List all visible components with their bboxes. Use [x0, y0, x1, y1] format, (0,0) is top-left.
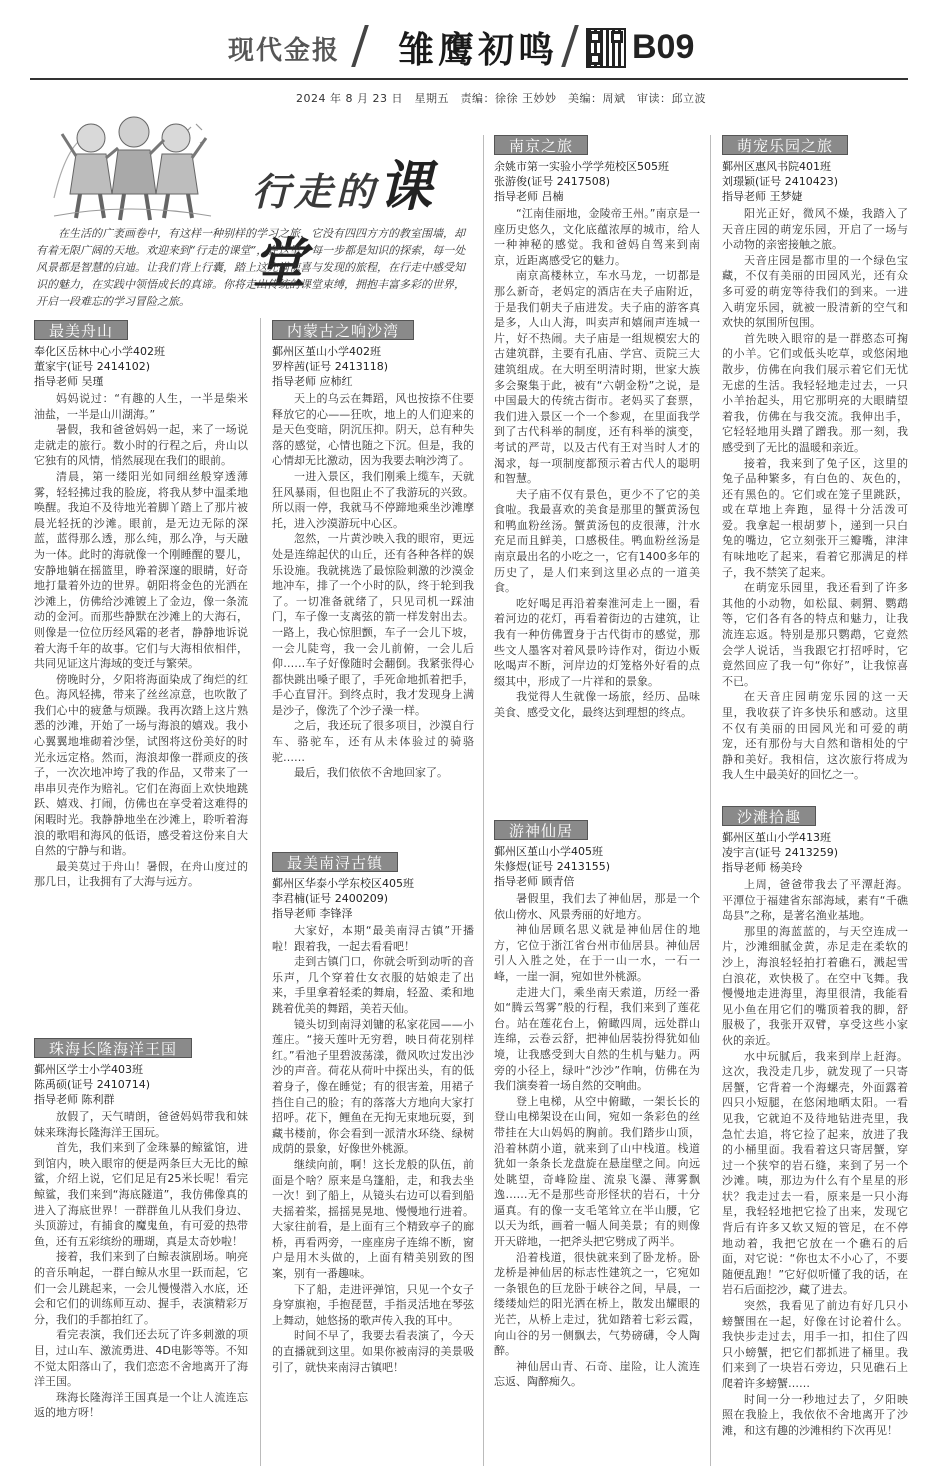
paragraph: 走进大门，乘坐南天索道，历经一番如“腾云驾雾”般的行程，我们来到了莲花台。站在莲花台上，俯瞰四周，远处群山连绵，云卷云舒，把神仙居装扮得犹如仙境，让我感受到大自然的生机与魅力。两旁的小径上，绿叶“沙沙”作响，仿佛在为我们演奏着一场自然的交响曲。	[494, 985, 700, 1093]
paragraph: 珠海长隆海洋王国真是一个让人流连忘返的地方呀！	[34, 1390, 248, 1420]
byline-teacher: 指导老师 吕楠	[494, 190, 564, 203]
byline	[722, 830, 908, 875]
byline-student: 陈禹硕(证号 2410714)	[34, 1078, 151, 1091]
byline	[722, 159, 908, 204]
paragraph: 暑假里，我们去了神仙居，那是一个依山傍水、风景秀丽的好地方。	[494, 892, 700, 921]
byline-teacher: 指导老师 王梦婕	[722, 190, 803, 203]
paragraph: 夫子庙不仅有景色，更少不了它的美食啦。我最喜欢的美食是那里的蟹黄汤包和鸭血粉丝汤。蟹黄汤包的皮很薄，汁水充足而且鲜美，口感极佳。鸭血粉丝汤是南京最出名的小吃之一，它有1400多年的历史了，是人们来到这里必点的一道美食。	[494, 487, 700, 595]
column-divider	[260, 318, 261, 1466]
paragraph: 之后，我还玩了很多项目，沙漠自行车、骆驼车，还有从未体验过的骑骆驼……	[272, 719, 474, 764]
paragraph: 傍晚时分，夕阳将海面染成了绚烂的红色。海风轻拂，带来了丝丝凉意，也吹散了我们心中的疲惫与烦躁。我再次踏上这片熟悉的沙滩，开始了一场与海浪的嬉戏。我小心翼翼地堆砌着沙堡，试图将这份美好的时光永远定格。然而，海浪却像一群顽皮的孩子，一次次地冲垮了我的作品，又带来了一串串贝壳作为赔礼。它们在海面上欢快地跳跃、嬉戏、打闹，仿佛也在享受着这难得的闲暇时光。我静静地坐在沙滩上，聆听着海浪的歌唱和海风的低语，感受着这份来自大自然的宁静与和谐。	[34, 672, 248, 858]
paragraph: 大家好，本期“最美南浔古镇”开播啦！跟着我，一起去看看吧！	[272, 924, 474, 953]
paragraph: 阳光正好，微风不燥，我踏入了天音庄园的萌宠乐园，开启了一场与小动物的亲密接触之旅。	[722, 207, 908, 252]
byline	[494, 844, 700, 889]
section-title: 南京之旅	[494, 135, 588, 155]
paragraph: 下了船，走进评弹馆，只见一个女子身穿旗袍，手抱琵琶，手指灵活地在琴弦上舞动，她悠扬的歌声传入我的耳中。	[272, 1282, 474, 1327]
paragraph: 吃好喝足再沿着秦淮河走上一圈，看着河边的花灯，再看着街边的古建筑，让我有一种仿佛置身于古代街市的感觉，那些文人墨客对着风景吟诗作对，街边小贩吆喝声不断，河岸边的灯笼格外好看的点缀其中，形成了一片祥和的景象。	[494, 596, 700, 688]
section-title: 珠海长隆海洋王国	[34, 1038, 192, 1058]
byline-teacher: 指导老师 顾青倍	[494, 875, 575, 888]
paragraph: 神仙居顾名思义就是神仙居住的地方，它位于浙江省台州市仙居县。神仙居引人入胜之处，在于一山一水，一石一峰，一崖一洞，宛如世外桃源。	[494, 923, 700, 983]
paragraph: 最后，我们依依不舍地回家了。	[294, 766, 448, 780]
paragraph: 突然，我看见了前边有好几只小螃蟹围在一起，好像在讨论着什么。我快步走过去，用手一扣，扣住了四只小螃蟹，把它们都抓进了桶里。我们来到了一块岩石旁边，只见礁石上爬着许多螃蟹……	[722, 1299, 908, 1390]
byline-teacher: 指导老师 应柿红	[272, 375, 353, 388]
paragraph: 最美莫过于舟山！暑假，在舟山度过的那几日，让我拥有了大海与远方。	[34, 859, 248, 889]
article-section	[494, 135, 700, 721]
section-title: 萌宠乐园之旅	[722, 135, 848, 155]
byline-school: 奉化区岳林中心小学402班	[34, 345, 165, 358]
byline-school: 鄞州区学士小学403班	[34, 1063, 143, 1076]
article-section	[272, 852, 474, 1375]
paragraph: 暑假，我和爸爸妈妈一起，来了一场说走就走的旅行。数小时的行程之后，舟山以它独有的风情，悄然展现在我们的眼前。	[34, 423, 248, 468]
article-body	[494, 891, 700, 1390]
paragraph: 登上电梯，从空中俯瞰，一架长长的登山电梯架设在山间，宛如一条彩色的丝带挂在大山妈妈的胸前。我们踏步山顶，沿着林荫小道，就来到了山中栈道。栈道犹如一条条长龙盘旋在悬崖壁之间。向远处眺望，奇峰险崖、流泉飞瀑、薄雾飘逸……无不是那些奇形怪状的岩石，十分逼真。有的像一支毛笔耸立在半山腰，它以天为纸，画着一幅人间美景；有的则像开天辟地，一把斧头把它劈成了两半。	[494, 1094, 700, 1249]
section-title: 游神仙居	[494, 820, 588, 840]
byline-teacher: 指导老师 吴瑾	[34, 375, 104, 388]
paragraph: 镜头切到南浔刘镛的私家花园——小莲庄。“接天莲叶无穷碧，映日荷花别样红。”看池子里碧波荡漾，微风吹过发出沙沙的声音。荷花从荷叶中探出头，有的低着身子，像在睡觉；有的很害羞，用裙子挡住自己的脸；有的落落大方地向大家打招呼。花下，鲤鱼在无拘无束地玩耍，到藏书楼前，你会看到一派清水环绕、绿树成荫的景象，好像世外桃源。	[272, 1017, 474, 1156]
article-body	[34, 391, 248, 890]
newspaper-name: 现代金报	[228, 36, 341, 66]
paragraph: 接着，我来到了兔子区，这里的兔子品种繁多，有白色的、灰色的，还有黑色的。它们或在笼子里跳跃，或在草地上奔跑，显得十分活泼可爱。我拿起一根胡萝卜，递到一只白兔的嘴边，它立刻张开三瓣嘴，津津有味地吃了起来，看着它那满足的样子，我不禁笑了起来。	[722, 456, 908, 579]
header-divider	[351, 25, 369, 67]
byline-teacher: 指导老师 李锋泽	[272, 907, 353, 920]
intro-paragraph: 在生活的广袤画卷中，有这样一种别样的学习之旅，它没有四四方方的教室围墙，却有着无限广阔的天地。欢迎来到“行走的课堂”，在这里，每一步都是知识的探索，每一处风景都是智慧的启迪。让我们背上行囊，踏上这充满惊喜与发现的旅程，在行走中感受知识的魅力，在实践中领悟成长的真谛。你将走出传统的课堂束缚，拥抱丰富多彩的世界，开启一段难忘的学习冒险之旅。	[36, 227, 466, 308]
article-body	[722, 206, 908, 783]
byline	[34, 1062, 248, 1107]
paragraph: 时间不早了，我要去看表演了，今天的直播就到这里。如果你被南浔的美景吸引了，就快来南浔古镇吧！	[272, 1329, 474, 1374]
paragraph: 在天音庄园萌宠乐园的这一天里，我收获了许多快乐和感动。这里不仅有美丽的田园风光和可爱的萌宠，还有那份与大自然和谐相处的宁静和美好。我相信，这次旅行将成为我人生中最美好的回忆之一。	[722, 690, 908, 782]
byline-school: 鄞州区堇山小学413班	[722, 831, 831, 844]
byline-teacher: 指导老师 杨美玲	[722, 861, 803, 874]
article-section	[34, 320, 248, 890]
paragraph: 水中玩腻后，我来到岸上赶海。这次，我没走几步，就发现了一只寄居蟹，它背着一个海螺壳，外面露着四只小短腿，在悠闲地晒太阳。一看见我，它就迫不及待地钻进壳里，我急忙去追，将它捡了起来，放进了我的小桶里面。我看着这只寄居蟹，穿过一个狭窄的岩石缝，来到了另一个沙滩。咦，那边为什么有个星星的形状？我走过去一看，原来是一只小海星，我轻轻地把它捡了出来，发现它背后有许多又软又短的管足，在不停地动着，我把它放在一个礁石的后面，对它说：“你也太不小心了，不要随便乱跑！”它好似听懂了我的话，在岩石后面挖沙，藏了进去。	[722, 1049, 908, 1297]
article-section	[494, 820, 700, 1390]
article-body	[34, 1109, 248, 1421]
paragraph: 忽然，一片黄沙映入我的眼帘，更远处是连绵起伏的山丘，还有各种各样的娱乐设施。我就挑选了最惊险刺激的沙漠金地冲车，排了一个小时的队，终于轮到我了。一切准备就绪了，只见司机一踩油门，车子像一支离弦的箭一样发射出去。一路上，我心惊胆颤，车子一会儿下坡，一会儿陡弯，我一会儿前俯，一会儿后仰……车子好像随时会翻倒。我紧张得心都快跳出嗓子眼了，手死命地抓着把手，手心直冒汗。到终点时，我才发现身上满是沙子，像洗了个沙子澡一样。	[272, 532, 474, 717]
paragraph: 接着，我们来到了白鲸表演剧场。响亮的音乐响起，一群白鲸从水里一跃而起，它们一会儿跳起来，一会儿慢慢潜入水底，还会和它们的训练师互动、握手，表演精彩万分，我们的手都拍红了。	[34, 1250, 248, 1326]
byline	[272, 344, 474, 389]
section-title: 最美舟山	[34, 320, 128, 340]
paragraph: “江南佳丽地，金陵帝王州。”南京是一座历史悠久，文化底蕴浓厚的城市，给人一种神秘的感觉。我和爸妈自驾来到南京，近距离感受它的魅力。	[494, 207, 700, 267]
column-divider	[710, 135, 711, 1466]
paragraph: 走到古镇门口，你就会听到动听的音乐声，几个穿着仕女衣服的姑娘走了出来，手里拿着轻柔的舞扇，轻盈、柔和地跳着优美的舞蹈，美若天仙。	[272, 955, 474, 1015]
section-title: 沙滩拾趣	[722, 806, 816, 826]
byline-teacher: 指导老师 陈利群	[34, 1093, 115, 1106]
page-header	[0, 0, 934, 105]
byline-student: 朱修煜(证号 2413155)	[494, 860, 611, 873]
byline-school: 鄞州区堇山小学405班	[494, 845, 603, 858]
byline-student: 董家宇(证号 2414102)	[34, 360, 151, 373]
byline-school: 余姚市第一实验小学学苑校区505班	[494, 160, 669, 173]
byline-student: 李君楠(证号 2400209)	[272, 892, 389, 905]
byline-school: 鄞州区堇山小学402班	[272, 345, 381, 358]
byline-student: 刘璟颖(证号 2410423)	[722, 175, 839, 188]
byline-student: 张游俊(证号 2417508)	[494, 175, 611, 188]
dateline: 2024 年 8 月 23 日 星期五 责编：徐徐 王妙妙 美编：周斌 审读：邱立波	[296, 92, 706, 105]
paragraph: 一进入景区，我们刚乘上缆车，天就狂风暴雨，但也阻止不了我游玩的兴致。所以雨一停，我就马不停蹄地乘坐沙滩摩托，进入沙漠游玩中心区。	[272, 469, 474, 530]
paragraph: 沿着栈道，很快就来到了卧龙桥。卧龙桥是神仙居的标志性建筑之一，它宛如一条银色的巨龙卧于峡谷之间，早晨，一缕缕灿烂的阳光洒在桥上，散发出耀眼的光芒，从桥上走过，犹如踏着七彩云霞，向山谷的另一侧飘去，气势磅礴，令人陶醉。	[494, 1250, 700, 1358]
paragraph: 看完表演，我们还去玩了许多刺激的项目，过山车、激流勇进、4D电影等等。不知不觉太阳落山了，我们恋恋不舍地离开了海洋王国。	[34, 1328, 248, 1389]
paragraph: 首先映入眼帘的是一群憨态可掬的小羊。它们或低头吃草，或悠闲地散步，仿佛在向我们展示着它们无忧无虑的生活。我轻轻地走过去，一只小羊抬起头，用它那明亮的大眼睛望着我，仿佛在与我交流。我伸出手，它轻轻地用头蹭了蹭我。那一刻，我感受到了无比的温暖和亲近。	[722, 331, 908, 454]
page-title: 雏鹰初鸣	[398, 29, 559, 71]
section-title: 最美南浔古镇	[272, 852, 398, 872]
byline-school: 鄞州区华泰小学东校区405班	[272, 877, 414, 890]
article-body	[272, 391, 474, 781]
article-section	[722, 806, 908, 1438]
banner-title-prefix: 行走的	[252, 169, 379, 214]
paragraph: 神仙居山青、石奇、崖险，让人流连忘返、陶醉痴久。	[494, 1359, 700, 1389]
article-section	[722, 135, 908, 783]
article-section	[34, 1038, 248, 1421]
paragraph: 放假了，天气晴朗，爸爸妈妈带我和妹妹来珠海长隆海洋王国玩。	[34, 1110, 248, 1139]
qr-code-icon	[586, 28, 626, 68]
paragraph: 清晨，第一缕阳光如同细丝般穿透薄雾，轻轻拂过我的脸庞，将我从梦中温柔地唤醒。我迫不及待地光着脚丫踏上了那片被晨光轻抚的沙滩。眼前，是无边无际的深蓝，蓝得那么透，那么纯，那么净，与天融为一体。此时的海就像一个刚睡醒的婴儿，安静地躺在摇篮里，睁着深邃的眼睛，好奇地打量着外边的世界。朝阳将金色的光洒在沙滩上，仿佛给沙滩镀上了金边，像一条流动的金河。而那些静默在沙滩上的大海石，则像是一位位历经风霜的老者，静静地诉说着大海千年的故事。它们与大海相依相伴，共同见证这片海域的变迁与繁荣。	[34, 469, 248, 671]
children-illustration	[46, 106, 216, 224]
header-divider	[561, 25, 579, 67]
paragraph: 天音庄园是都市里的一个绿色宝藏，不仅有美丽的田园风光，还有众多可爱的萌宠等待我们的到来。一进入萌宠乐园，就被一股清新的空气和欢快的氛围所包围。	[722, 253, 908, 330]
article-section	[272, 320, 474, 781]
paragraph: 上周，爸爸带我去了平潭赶海。平潭位于福建省东部海域，素有“千礁岛县”之称，是著名渔业基地。	[722, 878, 908, 923]
banner-title-emphasis: 课堂	[252, 154, 437, 295]
article-body	[722, 877, 908, 1438]
column-divider	[483, 135, 484, 1466]
paragraph: 那里的海蓝蓝的，与天空连成一片，沙滩细腻金黄，赤足走在柔软的沙上，海浪轻轻拍打着礁石，溅起雪白浪花，欢快极了。在空中飞舞。我慢慢地走进海里，海里很清，我能看见小鱼在用它们的嘴顶着我的脚，舒服极了，我张开双臂，享受这些小家伙的亲近。	[722, 924, 908, 1047]
paragraph: 继续向前，啊！这长龙般的队伍，前面是个啥？原来是乌篷船，走，和我去坐一次！到了船上，从镜头右边可以看到船夫摇着桨，摇摇晃晃地、慢慢地行进着。大家往前看，是上面有三个精致亭子的廊桥，再看两旁，一座座房子连绵不断，窗户是用木头做的，上面有精美别致的图案，别有一番趣味。	[272, 1157, 474, 1281]
article-body	[494, 206, 700, 721]
paragraph: 南京高楼林立，车水马龙，一切都是那么新奇，老妈定的酒店在夫子庙附近，于是我们朝夫子庙进发。夫子庙的游客真是多，人山人海，叫卖声和嬉闹声连城一片，好不热闹。夫子庙是一组规模宏大的古建筑群，主要有孔庙、学宫、贡院三大建筑组成。在大明至明清时期，世家大族多会聚集于此，被有“六朝金粉”之说，是中国最大的传统古街市。老妈买了套票，我们进入景区一个一个参观，在里面我学到了古代科举的制度，还有科举的演变，考试的严苛，以及古代有王对当时人才的渴求，每一项制度都预示着古代人的聪明和智慧。	[494, 269, 700, 486]
paragraph: 在萌宠乐园里，我还看到了许多其他的小动物，如松鼠、刺猬、鹦鹉等，它们各有各的特点和魅力，让我流连忘返。特别是那只鹦鹉，它竟然会学人说话，当我跟它打招呼时，它竟然回应了我一句“你好”，让我惊喜不已。	[722, 581, 908, 688]
article-body	[272, 923, 474, 1375]
page-number: B09	[632, 28, 695, 66]
paragraph: 我觉得人生就像一场旅，经历、品味美食、感受文化，最终达到理想的终点。	[494, 690, 700, 719]
paragraph: 天上的乌云在舞蹈，风也按捺不住要释放它的心——狂吹，地上的人们迎来的是天色变暗，阴沉压抑。阴天，总有种失落的感觉，心情也随之下沉。但是，我的心情却无比激动，因为我要去响沙湾了。	[272, 392, 474, 468]
section-title: 内蒙古之响沙湾	[272, 320, 414, 340]
byline	[272, 876, 474, 921]
paragraph: 妈妈说过：“有趣的人生，一半是柴米油盐，一半是山川湖海。”	[34, 392, 248, 421]
byline-student: 罗梓茜(证号 2413118)	[272, 360, 389, 373]
byline-school: 鄞州区惠风书院401班	[722, 160, 831, 173]
paragraph: 首先，我们来到了金珠暴的鲸鲨馆，进到馆内，映入眼帘的便是两条巨大无比的鲸鲨，介绍上说，它们足足有25米长呢！看完鲸鲨，我们来到“海底隧道”，我仿佛像真的进入了海底世界！一群群鱼儿从我们身边、头顶游过，有捕食的魔鬼鱼，有可爱的热带鱼，还有五彩缤纷的珊瑚，真是太奇妙啦！	[34, 1141, 248, 1248]
header-rule	[30, 78, 908, 80]
byline	[494, 159, 700, 204]
byline-student: 凌宇言(证号 2413259)	[722, 846, 839, 859]
paragraph: 时间一分一秒地过去了，夕阳映照在我脸上，我依依不舍地离开了沙滩，和这有趣的沙滩相约下次再见！	[722, 1392, 908, 1437]
byline	[34, 344, 248, 389]
